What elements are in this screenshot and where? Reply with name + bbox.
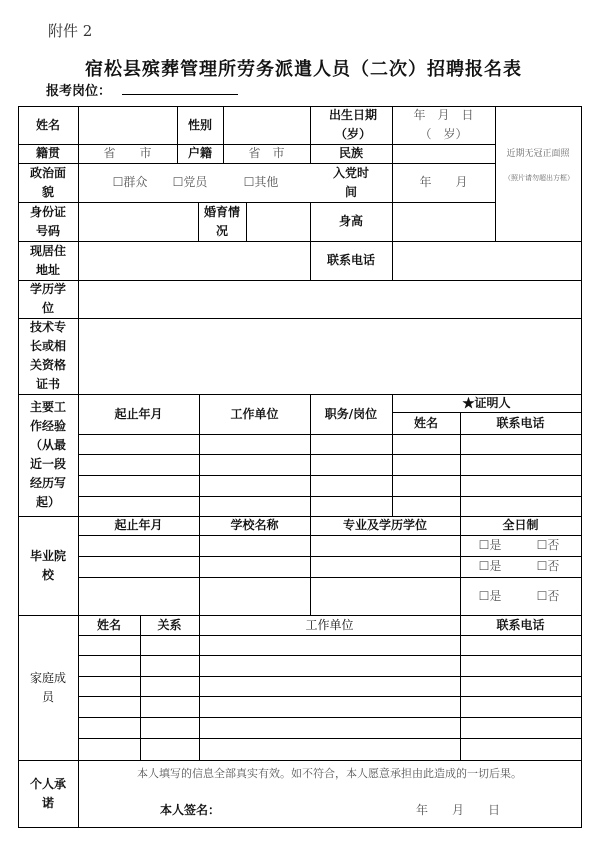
fulltime-yes-3[interactable]: ☐是 [478,588,502,603]
label-id: 身份证号码 [29,204,66,238]
field-height[interactable] [392,202,495,241]
grid-line [78,434,582,435]
label-gender: 性别 [187,117,212,132]
field-native[interactable]: 省 市 [103,146,152,160]
field-address[interactable] [78,241,310,280]
grid-line [198,202,199,242]
attachment-label: 附件 2 [48,22,93,40]
signature-date[interactable]: 年 月 日 [415,802,500,817]
school-header-major: 专业及学历学位 [342,518,427,532]
label-hukou: 户籍 [187,146,212,160]
form-title: 宿松县殡葬管理所劳务派遣人员（二次）招聘报名表 [85,59,522,80]
work-header-period: 起止年月 [114,406,163,421]
family-header-employer: 工作单位 [305,617,354,632]
position-label: 报考岗位： [46,84,112,99]
field-name[interactable] [78,106,177,144]
grid-line [18,760,582,761]
photo-instruction: 近期无冠正面照 [506,148,570,159]
birth-date-value[interactable]: 年 月 日 [413,108,474,122]
grid-line [78,475,582,476]
fulltime-yes-2[interactable]: ☐是 [478,559,502,573]
grid-line [78,717,582,718]
label-ethnicity: 民族 [338,146,363,160]
fulltime-no-3[interactable]: ☐否 [536,588,560,603]
label-work: 主要工作经验（从最近一段经历写起） [29,400,66,509]
field-phone[interactable] [392,241,581,280]
fulltime-yes-1[interactable]: ☐是 [478,538,502,552]
label-family: 家庭成员 [29,670,66,704]
grid-line [140,615,141,761]
grid-line [78,738,582,739]
family-header-name: 姓名 [96,617,121,632]
grid-line [18,827,582,828]
field-id[interactable] [78,202,198,241]
fulltime-no-2[interactable]: ☐否 [536,559,560,573]
field-education[interactable] [78,280,581,318]
grid-line [78,676,582,677]
label-party-date: 入党时间 [332,165,369,199]
grid-line [460,516,461,761]
label-height: 身高 [338,214,363,228]
label-school: 毕业院校 [29,548,66,582]
field-skills[interactable] [78,318,581,394]
family-header-relation: 关系 [157,617,182,632]
grid-line [78,696,582,697]
label-marriage: 婚育情况 [203,204,240,238]
label-phone: 联系电话 [326,253,375,267]
grid-line [78,635,582,636]
school-header-name: 学校名称 [230,518,279,532]
grid-line [495,106,496,242]
field-hukou[interactable]: 省 市 [248,146,285,160]
work-header-witness: ★证明人 [462,395,511,410]
birth-age-value[interactable]: （ 岁） [419,127,468,141]
option-party-member[interactable]: ☐党员 [172,175,208,189]
label-address: 现居住地址 [29,243,66,277]
option-other[interactable]: ☐其他 [243,175,279,189]
label-pledge: 个人承诺 [29,776,66,810]
grid-line [78,655,582,656]
field-ethnicity[interactable] [392,144,495,163]
field-gender[interactable] [223,106,310,144]
option-masses[interactable]: ☐群众 [112,175,148,189]
label-native: 籍贯 [35,146,60,160]
grid-line [18,106,19,828]
label-birth: 出生日期（岁） [328,108,377,141]
school-header-period: 起止年月 [114,518,163,532]
pledge-text: 本人填写的信息全部真实有效。如不符合，本人愿意承担由此造成的一切后果。 [137,766,522,780]
fulltime-no-1[interactable]: ☐否 [536,538,560,552]
field-marriage[interactable] [246,202,310,241]
label-skills: 技术专长或相关资格证书 [29,320,66,391]
signature-label: 本人签名： [159,802,220,817]
grid-line [199,615,200,761]
photo-note: （照片请勿超出方框） [504,174,574,182]
label-education: 学历学位 [29,282,66,315]
work-header-witness-name: 姓名 [413,415,438,430]
label-politics: 政治面貌 [29,165,66,199]
work-header-witness-phone: 联系电话 [496,415,545,430]
position-input-line[interactable] [122,94,238,95]
field-party-date[interactable]: 年 月 [419,175,468,189]
grid-line [78,454,582,455]
grid-line [78,496,582,497]
family-header-phone: 联系电话 [496,617,545,632]
label-name: 姓名 [35,117,60,132]
school-header-fulltime: 全日制 [502,518,539,532]
signature-field[interactable] [232,800,392,820]
work-header-position: 职务/岗位 [324,406,378,421]
work-header-employer: 工作单位 [230,406,279,421]
grid-line [581,106,582,828]
